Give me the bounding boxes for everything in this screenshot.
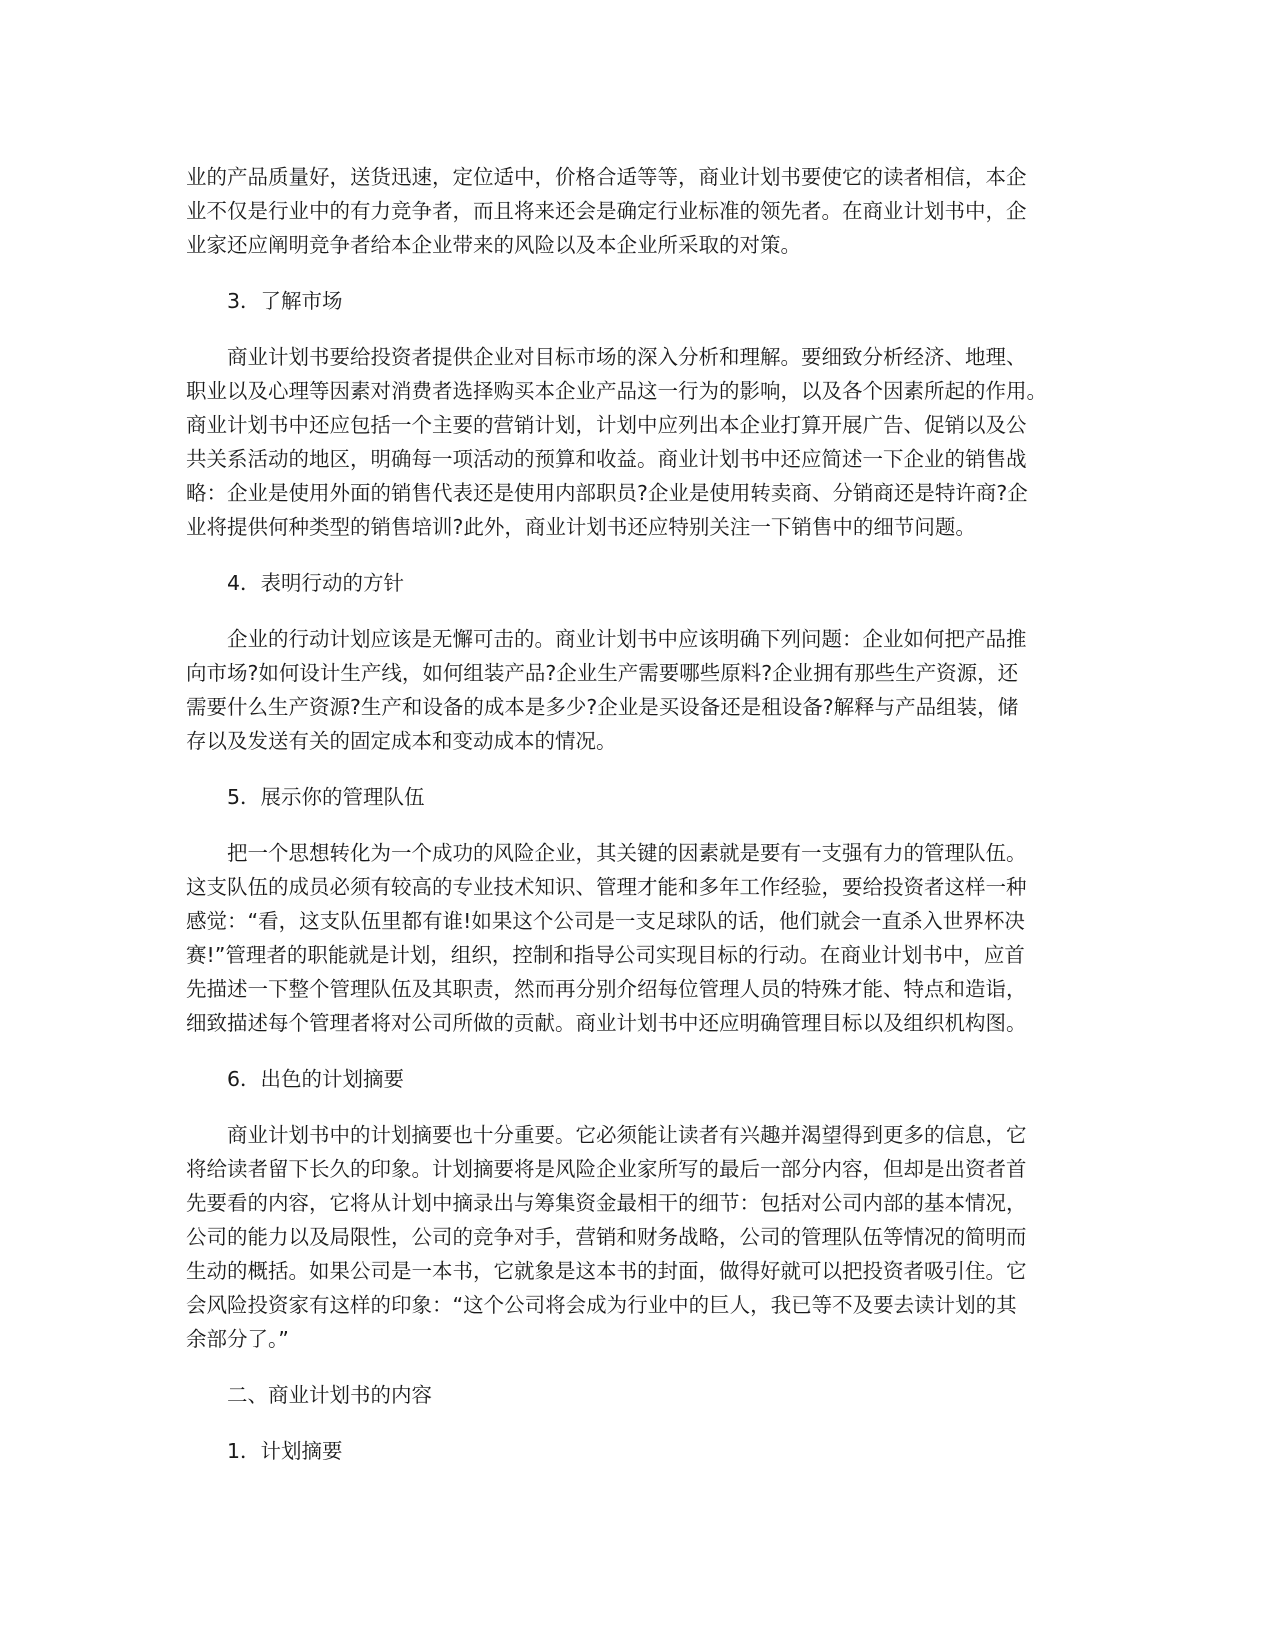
text-line: 共关系活动的地区，明确每一项活动的预算和收益。商业计划书中还应简述一下企业的销售战: [186, 447, 1027, 471]
section-heading-6: [186, 1062, 1086, 1096]
document-body: [186, 160, 1086, 1490]
heading-text: 1．计划摘要: [227, 1439, 343, 1463]
text-line: 先要看的内容，它将从计划中摘录出与筹集资金最相干的细节：包括对公司内部的基本情况，: [186, 1191, 1027, 1215]
section-heading-3: [186, 284, 1086, 318]
heading-text: 4．表明行动的方针: [227, 571, 405, 595]
text-line: 商业计划书要给投资者提供企业对目标市场的深入分析和理解。要细致分析经济、地理、: [227, 345, 1027, 369]
paragraph-action-plan: [186, 622, 1086, 758]
paragraph-management-team: [186, 836, 1086, 1040]
text-line: 业将提供何种类型的销售培训?此外，商业计划书还应特别关注一下销售中的细节问题。: [186, 515, 976, 539]
text-line: 感觉：“看，这支队伍里都有谁!如果这个公司是一支足球队的话，他们就会一直杀入世界杯决: [186, 909, 1025, 933]
text-line: 把一个思想转化为一个成功的风险企业，其关键的因素就是要有一支强有力的管理队伍。: [227, 841, 1027, 865]
text-line: 需要什么生产资源?生产和设备的成本是多少?企业是买设备还是租设备?解释与产品组装，储: [186, 695, 1019, 719]
text-line: 业的产品质量好，送货迅速，定位适中，价格合适等等，商业计划书要使它的读者相信，本企: [186, 165, 1027, 189]
text-line: 商业计划书中还应包括一个主要的营销计划，计划中应列出本企业打算开展广告、促销以及公: [186, 413, 1027, 437]
text-line: 略：企业是使用外面的销售代表还是使用内部职员?企业是使用转卖商、分销商还是特许商?企: [186, 481, 1028, 505]
paragraph-executive-summary: [186, 1118, 1086, 1356]
text-line: 将给读者留下长久的印象。计划摘要将是风险企业家所写的最后一部分内容，但却是出资者首: [186, 1157, 1027, 1181]
section-heading-5: [186, 780, 1086, 814]
heading-text: 3．了解市场: [227, 289, 343, 313]
heading-text: 二、商业计划书的内容: [227, 1383, 432, 1407]
text-line: 存以及发送有关的固定成本和变动成本的情况。: [186, 729, 617, 753]
heading-text: 5．展示你的管理队伍: [227, 785, 425, 809]
section-heading-4: [186, 566, 1086, 600]
heading-text: 6．出色的计划摘要: [227, 1067, 405, 1091]
text-line: 生动的概括。如果公司是一本书，它就象是这本书的封面，做得好就可以把投资者吸引住。它: [186, 1259, 1027, 1283]
text-line: 细致描述每个管理者将对公司所做的贡献。商业计划书中还应明确管理目标以及组织机构图。: [186, 1011, 1027, 1035]
text-line: 向市场?如何设计生产线，如何组装产品?企业生产需要哪些原料?企业拥有那些生产资源，还: [186, 661, 1019, 685]
paragraph-market: [186, 340, 1086, 544]
text-line: 会风险投资家有这样的印象：“这个公司将会成为行业中的巨人，我已等不及要去读计划的其: [186, 1293, 1017, 1317]
text-line: 余部分了。”: [186, 1327, 289, 1351]
text-line: 商业计划书中的计划摘要也十分重要。它必须能让读者有兴趣并渴望得到更多的信息，它: [227, 1123, 1027, 1147]
section-heading-1: [186, 1434, 1086, 1468]
paragraph-competition: [186, 160, 1086, 262]
text-line: 这支队伍的成员必须有较高的专业技术知识、管理才能和多年工作经验，要给投资者这样一种: [186, 875, 1027, 899]
text-line: 企业的行动计划应该是无懈可击的。商业计划书中应该明确下列问题：企业如何把产品推: [227, 627, 1027, 651]
text-line: 业不仅是行业中的有力竞争者，而且将来还会是确定行业标准的领先者。在商业计划书中，企: [186, 199, 1027, 223]
text-line: 公司的能力以及局限性，公司的竞争对手，营销和财务战略，公司的管理队伍等情况的简明而: [186, 1225, 1027, 1249]
text-line: 业家还应阐明竞争者给本企业带来的风险以及本企业所采取的对策。: [186, 233, 801, 257]
text-line: 职业以及心理等因素对消费者选择购买本企业产品这一行为的影响，以及各个因素所起的作用。: [186, 379, 1047, 403]
text-line: 先描述一下整个管理队伍及其职责，然而再分别介绍每位管理人员的特殊才能、特点和造诣，: [186, 977, 1027, 1001]
text-line: 赛!”管理者的职能就是计划，组织，控制和指导公司实现目标的行动。在商业计划书中，应首: [186, 943, 1025, 967]
chapter-heading-contents: [186, 1378, 1086, 1412]
